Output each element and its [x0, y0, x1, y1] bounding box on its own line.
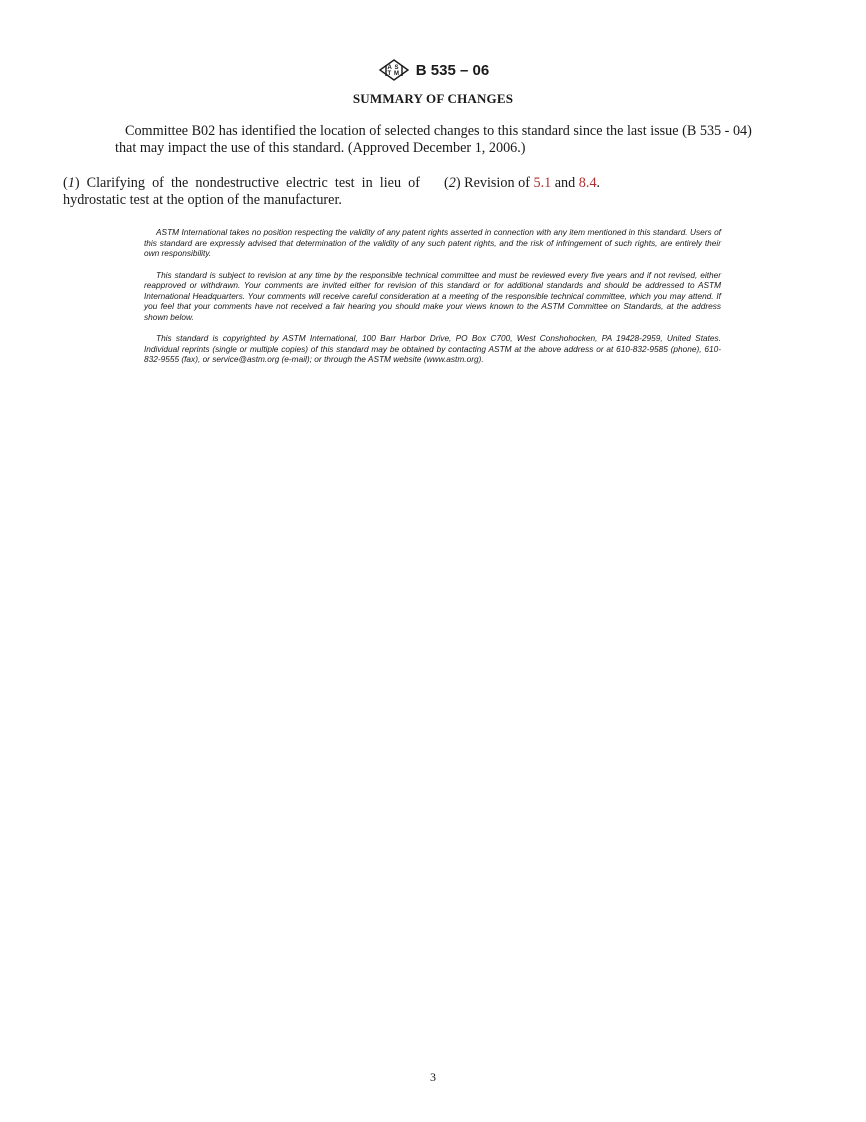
- svg-text:S: S: [394, 65, 399, 71]
- revision-notice: This standard is subject to revision at any time by the responsible technical committee and must be reviewed every five years and if not revised, either reapproved or withdrawn. Your comments are invited either for revision of this standard or for additional standards and should be addressed to ASTM International Headquarters. Your comments will receive careful consideration at a meeting of the responsible technical committee, which you may attend. If you feel that your comments have not received a fair hearing you should make your views known to the ASTM Committee on Standards, at the address shown below.: [144, 269, 721, 322]
- svg-text:T: T: [387, 71, 391, 77]
- standard-designation: B 535 – 06: [415, 61, 490, 79]
- section-link-8-4[interactable]: 8.4: [578, 175, 597, 191]
- svg-text:M: M: [393, 71, 399, 77]
- change-item-2-number: 2: [448, 175, 456, 191]
- document-header: [0, 58, 866, 82]
- change-item-1-number: 1: [67, 175, 75, 191]
- change-item-1-line-2: hydrostatic test at the option of the manufacturer.: [63, 191, 342, 208]
- copyright-notice: This standard is copyrighted by ASTM International, 100 Barr Harbor Drive, PO Box C700, West Conshohocken, PA 19428-2959, United States. Individual reprints (single or multiple copies) of this standard may be obtained by contacting ASTM at the above address or at 610-832-9585 (phone), 610-832-9555 (fax), or service@astm.org (e-mail); or through the ASTM website (www.astm.org).: [144, 333, 721, 364]
- intro-paragraph: Committee B02 has identified the location of selected changes to this standard since the last issue (B 535 - 04) that may impact the use of this standard. (Approved December 1, 2006.): [115, 123, 752, 156]
- section-link-5-1[interactable]: 5.1: [533, 175, 552, 191]
- change-item-1-line-1: (1) Clarifying of the nondestructive electric test in lieu of: [63, 175, 420, 191]
- svg-text:A: A: [387, 65, 392, 71]
- change-item-1: [63, 175, 420, 208]
- change-item-2: (2) Revision of 5.1 and 8.4.: [444, 175, 601, 191]
- patent-notice: ASTM International takes no position respecting the validity of any patent rights asserted in connection with any item mentioned in this standard. Users of this standard are expressly advised that determination of the validity of any such patent rights, and the risk of infringement of such rights, are entirely their own responsibility.: [144, 227, 721, 258]
- astm-logo-icon: [377, 58, 411, 82]
- legal-notices: [144, 227, 721, 376]
- page-number: 3: [430, 1070, 436, 1084]
- section-title: SUMMARY OF CHANGES: [352, 91, 514, 106]
